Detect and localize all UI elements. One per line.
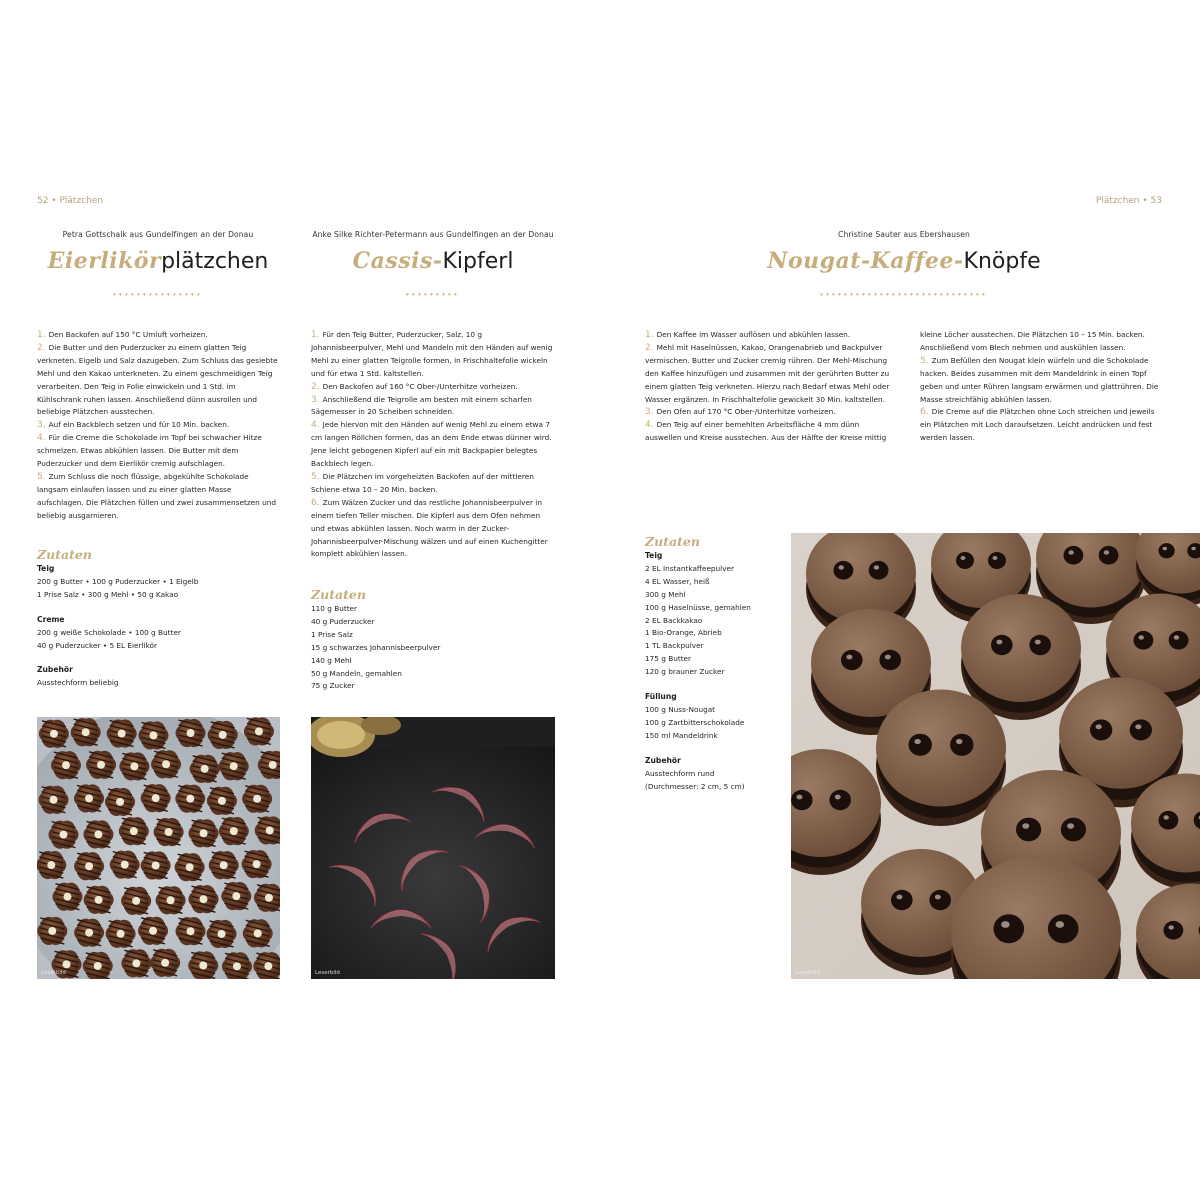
ingredient-line: Ausstechform beliebig xyxy=(37,678,119,688)
ingredient-line: 100 g Zartbitterschokolade xyxy=(645,717,745,727)
ingredient-line: 175 g Butter xyxy=(645,654,692,664)
recipe-steps-nougat-col1 xyxy=(645,329,890,445)
ingredient-line: 1 Prise Salz • 300 g Mehl • 50 g Kakao xyxy=(37,589,179,599)
ingredient-line: 40 g Puderzucker xyxy=(311,616,375,626)
recipe-steps-cassis xyxy=(311,329,555,561)
ingredient-line: 200 g weiße Schokolade • 100 g Butter xyxy=(37,627,181,637)
ingredient-line: 2 EL Instantkaffeepulver xyxy=(645,563,735,573)
photo-nougat-knoepfe xyxy=(791,533,1200,979)
recipe-title xyxy=(37,248,279,274)
recipe-step: 5. Die Plätzchen im vorgeheizten Backofen auf der mittleren Schiene etwa 10 – 20 Min. backen. xyxy=(311,471,534,494)
cookie xyxy=(208,721,238,749)
photo-cassis-kipferl xyxy=(311,717,555,979)
cookie xyxy=(105,788,135,816)
cookie xyxy=(71,718,101,746)
recipe-author: Petra Gottschalk aus Gundelfingen an der Donau xyxy=(62,230,254,239)
ingredient-line: 140 g Mehl xyxy=(311,655,352,665)
cookie xyxy=(156,886,186,914)
photo-credit: Leserbild xyxy=(41,970,66,976)
recipe-steps-nougat-col2 xyxy=(920,329,1163,445)
cookie xyxy=(150,949,180,977)
cookie xyxy=(221,882,251,910)
ingredient-line: 200 g Butter • 100 g Puderzucker • 1 Eigelb xyxy=(37,576,199,586)
dotted-divider: ••••••••• xyxy=(405,290,460,299)
recipe-title-plain: Knöpfe xyxy=(963,249,1041,274)
recipe-title xyxy=(311,248,555,274)
cookie xyxy=(243,919,273,947)
ingredient-line: 1 Prise Salz xyxy=(311,629,353,639)
cookie xyxy=(119,817,149,845)
cookie xyxy=(190,755,220,783)
ingredient-line: (Durchmesser: 2 cm, 5 cm) xyxy=(645,781,745,791)
cookie xyxy=(188,951,218,979)
ingredient-group xyxy=(311,603,555,693)
ingredient-group xyxy=(37,563,280,602)
ingredient-group-title: Zubehör xyxy=(645,755,681,765)
cookie xyxy=(83,820,113,848)
button-cookies-image xyxy=(791,533,1200,979)
recipe-title-script: Nougat-Kaffee- xyxy=(767,248,964,274)
ingredient-group xyxy=(645,550,785,679)
dotted-divider: ••••••••••••••• xyxy=(112,290,203,299)
ingredient-line: 75 g Zucker xyxy=(311,681,355,691)
kipferl-image xyxy=(311,717,555,979)
recipe-step: 1. Den Backofen auf 150 °C Umluft vorheizen. xyxy=(37,330,208,340)
cookie xyxy=(74,919,104,947)
ingredient-line: 100 g Nuss-Nougat xyxy=(645,704,716,714)
cookie xyxy=(188,885,218,913)
cookie xyxy=(39,786,69,814)
cookie-plate-image xyxy=(37,717,280,979)
cookie xyxy=(138,721,168,749)
ingredients-nougat xyxy=(645,535,785,805)
ingredient-line: 15 g schwarzes Johannisbeerpulver xyxy=(311,642,441,652)
recipe-step: 2. Mehl mit Haselnüssen, Kakao, Orangenabrieb und Backpulver vermischen. Butter und Zucker cremig rühren. Der Mehl-Mischung den Kaffee hinzufügen und zusammen mit der gerührten Butter zu einem glatten Teig verkneten. Hierzu nach Bedarf etwas Mehl oder Wasser ergänzen. In Frischhaltefolie gewickelt 30 Min. kaltstellen. xyxy=(645,342,890,404)
recipe-title-plain: plätzchen xyxy=(161,249,269,274)
cookie xyxy=(207,920,237,948)
photo-credit: Leserbild xyxy=(315,970,340,976)
cookie xyxy=(48,821,78,849)
cookie xyxy=(119,752,149,780)
recipe-steps-eierlikoer xyxy=(37,329,280,523)
recipe-title-script: Cassis- xyxy=(352,248,443,274)
cookie xyxy=(37,917,67,945)
cookie xyxy=(176,719,206,747)
cookie xyxy=(86,751,116,779)
page-number-right: Plätzchen • 53 xyxy=(1095,196,1162,206)
recipe-header-eierlikoer xyxy=(37,230,279,299)
ingredient-line: 50 g Mandeln, gemahlen xyxy=(311,668,402,678)
ingredient-group-title: Creme xyxy=(37,614,65,624)
recipe-title xyxy=(645,248,1163,274)
ingredient-group-title: Zubehör xyxy=(37,665,73,675)
cookie xyxy=(154,818,184,846)
button-cookie xyxy=(876,690,1006,827)
cookie xyxy=(110,851,140,879)
cookie xyxy=(74,784,104,812)
cookie xyxy=(141,784,171,812)
ingredients-cassis xyxy=(311,588,555,705)
cookie xyxy=(39,720,69,748)
ingredient-group xyxy=(37,614,280,653)
cookie xyxy=(107,719,137,747)
cookie xyxy=(121,887,151,915)
recipe-step: 5. Zum Befüllen den Nougat klein würfeln und die Schokolade hacken. Beides zusammen mit dem Mandeldrink in einen Topf geben und unter Rühren langsam erwärmen und glattrühren. Die Masse streichfähig abkühlen lassen. xyxy=(920,355,1159,404)
photo-eierlikoer-cookies xyxy=(37,717,280,979)
cookie xyxy=(219,817,249,845)
cookie xyxy=(106,920,136,948)
ingredient-group xyxy=(645,691,785,743)
recipe-step: 2. Die Butter und den Puderzucker zu einem glatten Teig verkneten. Eigelb und Salz dazugeben. Zum Schluss das gesiebte Mehl und den Kakao unterkneten. Zu einem geschmeidigen Teig verarbeiten. Den Teig in Folie einwickeln und 1 Std. im Kühlschrank ruhen lassen. Anschließend dünn ausrollen und beliebige Plätzchen ausstechen. xyxy=(37,342,278,417)
cookie xyxy=(175,853,205,881)
recipe-step: 4. Jede hiervon mit den Händen auf wenig Mehl zu einem etwa 7 cm langen Röllchen formen, das an dem Ende etwas dünner wird. Jene leicht gebogenen Kipferl auf ein mit Backpapier belegtes Backblech legen. xyxy=(311,420,552,469)
cookie xyxy=(52,883,82,911)
recipe-step: 6. Die Creme auf die Plätzchen ohne Loch streichen und jeweils ein Plätzchen mit Loch daraufsetzen. Leicht andrücken und fest werden lassen. xyxy=(920,407,1155,443)
ingredients-eierlikoer xyxy=(37,548,280,702)
recipe-step: 1. Den Kaffee im Wasser auflösen und abkühlen lassen. xyxy=(645,330,851,340)
cookie xyxy=(141,851,171,879)
cookie xyxy=(209,851,239,879)
page-number-left: 52 • Plätzchen xyxy=(37,196,104,206)
ingredient-line: 1 Bio-Orange, Abrieb xyxy=(645,628,722,638)
ingredients-heading: Zutaten xyxy=(645,534,700,549)
cookie xyxy=(51,751,81,779)
recipe-step: 3. Anschließend die Teigrolle am besten mit einem scharfen Sägemesser in 20 Scheiben schneiden. xyxy=(311,394,532,417)
recipe-title-plain: Kipferl xyxy=(442,249,514,274)
ingredient-group xyxy=(37,664,280,690)
ingredient-line: 4 EL Wasser, heiß xyxy=(645,576,710,586)
photo-credit: Leserbild xyxy=(795,970,820,976)
ingredient-line: 150 ml Mandeldrink xyxy=(645,730,718,740)
cookie xyxy=(242,850,272,878)
ingredient-group-title: Teig xyxy=(37,564,55,573)
ingredient-line: 40 g Puderzucker • 5 EL Eierlikör xyxy=(37,640,158,650)
recipe-step-continued: kleine Löcher ausstechen. Die Plätzchen 10 – 15 Min. backen. Anschließend vom Blech nehmen und auskühlen lassen. xyxy=(920,330,1145,352)
cookie xyxy=(219,752,249,780)
ingredient-line: 110 g Butter xyxy=(311,604,358,613)
recipe-header-nougat xyxy=(645,230,1163,299)
recipe-step: 6. Zum Wälzen Zucker und das restliche Johannisbeerpulver in einem tiefen Teller mischen. Die Kipferl aus dem Ofen nehmen und etwas abkühlen lassen. Noch warm in der Zucker-Johannisbeerpulver-Mischung wälzen und auf einen Kuchengitter komplett abkühlen lassen. xyxy=(311,497,548,559)
cookie xyxy=(244,717,274,745)
cookie xyxy=(74,852,104,880)
recipe-step: 4. Den Teig auf einer bemehlten Arbeitsfläche 4 mm dünn auswellen und Kreise ausstechen. Aus der Hälfte der Kreise mittig xyxy=(645,420,887,443)
dotted-divider: •••••••••••••••••••••••••••• xyxy=(819,290,989,299)
ingredient-group-title: Füllung xyxy=(645,692,677,702)
ingredient-line: Ausstechform rund xyxy=(645,768,715,778)
cookie xyxy=(138,917,168,945)
ingredient-line: 1 TL Backpulver xyxy=(645,641,704,651)
cookie xyxy=(207,787,237,815)
ingredient-group-title: Teig xyxy=(645,551,663,560)
recipe-step: 4. Für die Creme die Schokolade im Topf bei schwacher Hitze schmelzen. Etwas abkühlen lassen. Die Butter mit dem Puderzucker und dem Eierlikör cremig aufschlagen. xyxy=(37,433,262,469)
recipe-step: 2. Den Backofen auf 160 °C Ober-/Unterhitze vorheizen. xyxy=(311,381,518,392)
ingredient-group xyxy=(645,755,785,794)
recipe-step: 3. Auf ein Backblech setzen und für 10 Min. backen. xyxy=(37,420,230,431)
recipe-author: Christine Sauter aus Ebershausen xyxy=(838,230,970,239)
cookie xyxy=(151,750,181,778)
cookie xyxy=(121,949,151,977)
recipe-author: Anke Silke Richter-Petermann aus Gundelfingen an der Donau xyxy=(312,230,554,239)
ingredient-line: 100 g Haselnüsse, gemahlen xyxy=(645,602,751,612)
cookie xyxy=(84,886,114,914)
cookie xyxy=(176,917,206,945)
recipe-header-cassis xyxy=(311,230,555,299)
ingredients-heading: Zutaten xyxy=(311,587,366,602)
ingredient-line: 120 g brauner Zucker xyxy=(645,667,725,677)
ingredients-heading: Zutaten xyxy=(37,547,92,562)
recipe-step: 1. Für den Teig Butter, Puderzucker, Salz, 10 g Johannisbeerpulver, Mehl und Mandeln mit den Händen auf wenig Mehl zu einer glatten Teigrolle formen, in Frischhaltefolie wickeln und für etwa 1 Std. kaltstellen. xyxy=(311,330,553,378)
ingredient-line: 2 EL Backkakao xyxy=(645,615,703,625)
cookie xyxy=(189,819,219,847)
recipe-step: 5. Zum Schluss die noch flüssige, abgekühlte Schokolade langsam einlaufen lassen und zu einer glatten Masse aufschlagen. Die Plätzchen füllen und zwei zusammensetzen und beliebig ausgarnieren. xyxy=(37,471,276,520)
recipe-step: 3. Den Ofen auf 170 °C Ober-/Unterhitze vorheizen. xyxy=(645,407,836,418)
cookie xyxy=(242,785,272,813)
recipe-title-script: Eierlikör xyxy=(47,248,162,274)
ingredient-line: 300 g Mehl xyxy=(645,589,686,599)
cookie xyxy=(175,785,205,813)
